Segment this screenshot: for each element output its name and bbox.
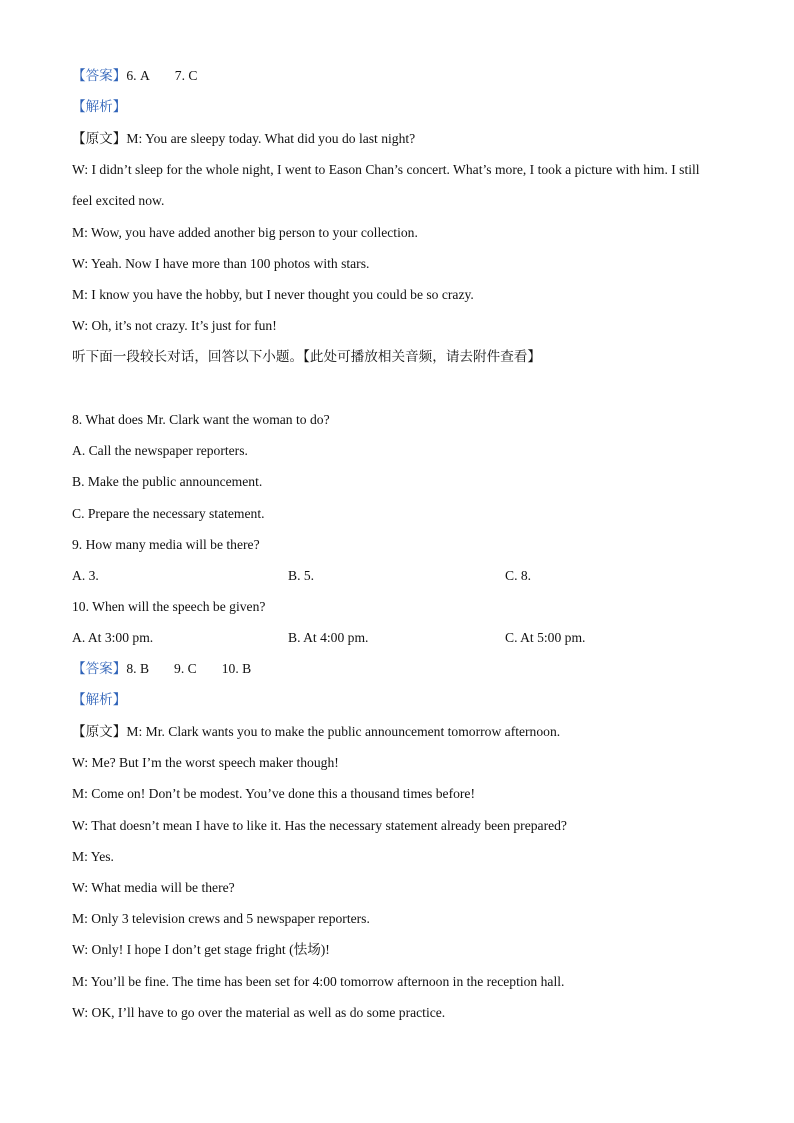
question-8-option-c: C. Prepare the necessary statement.: [72, 506, 265, 521]
transcript-line: M: I know you have the hobby, but I never thought you could be so crazy.: [72, 287, 474, 302]
answer-item: 10. B: [221, 661, 252, 676]
answer-line-2: [72, 660, 251, 678]
answer-item: 8. B: [126, 661, 150, 676]
question-9-option-a: A. 3.: [72, 568, 99, 583]
question-stem-10: 10. When will the speech be given?: [72, 599, 266, 614]
transcript-line: W: Me? But I’m the worst speech maker though!: [72, 755, 339, 770]
transcript-line: W: I didn’t sleep for the whole night, I went to Eason Chan’s concert. What’s more, I took a picture with him. I still: [72, 162, 700, 177]
transcript-first-line-1: [72, 130, 415, 148]
transcript-line: M: Wow, you have added another big person to your collection.: [72, 225, 418, 240]
question-8-option-b: B. Make the public announcement.: [72, 474, 263, 489]
transcript-line: M: You’ll be fine. The time has been set for 4:00 tomorrow afternoon in the reception hall.: [72, 974, 565, 989]
transcript-line: W: OK, I’ll have to go over the material as well as do some practice.: [72, 1005, 446, 1020]
question-9-option-c: C. 8.: [505, 568, 532, 583]
transcript-line: M: Come on! Don’t be modest. You’ve done this a thousand times before!: [72, 786, 475, 801]
question-stem-9: 9. How many media will be there?: [72, 537, 260, 552]
transcript-tag: 【原文】: [72, 724, 127, 739]
analysis-tag: 【解析】: [72, 99, 127, 114]
transcript-line: W: That doesn’t mean I have to like it. Has the necessary statement already been prepared?: [72, 818, 567, 833]
question-10-option-b: B. At 4:00 pm.: [288, 630, 369, 645]
transcript-text: M: You are sleepy today. What did you do last night?: [126, 131, 416, 146]
answer-item: 6. A: [126, 68, 150, 83]
transcript-tag: 【原文】: [72, 131, 127, 146]
analysis-tag: 【解析】: [72, 692, 127, 707]
answer-item: 7. C: [174, 68, 198, 83]
answer-line-1: [72, 67, 197, 85]
answer-tag: 【答案】: [72, 68, 127, 83]
transcript-first-line-2: [72, 723, 560, 741]
listening-instruction: 听下面一段较长对话，回答以下小题。【此处可播放相关音频，请去附件查看】: [72, 349, 541, 364]
question-stem-8: 8. What does Mr. Clark want the woman to do?: [72, 412, 330, 427]
question-9-option-b: B. 5.: [288, 568, 315, 583]
transcript-line: M: Only 3 television crews and 5 newspaper reporters.: [72, 911, 370, 926]
transcript-line: feel excited now.: [72, 193, 165, 208]
analysis-line-2: [72, 691, 126, 709]
analysis-line-1: [72, 98, 126, 116]
transcript-line: W: What media will be there?: [72, 880, 235, 895]
question-10-option-c: C. At 5:00 pm.: [505, 630, 586, 645]
answer-item: 9. C: [174, 661, 197, 676]
question-8-option-a: A. Call the newspaper reporters.: [72, 443, 248, 458]
question-10-option-a: A. At 3:00 pm.: [72, 630, 154, 645]
transcript-line: W: Yeah. Now I have more than 100 photos with stars.: [72, 256, 370, 271]
transcript-line: W: Only! I hope I don’t get stage fright (怯场)!: [72, 942, 330, 957]
transcript-text: M: Mr. Clark wants you to make the public announcement tomorrow afternoon.: [126, 724, 561, 739]
transcript-line: W: Oh, it’s not crazy. It’s just for fun!: [72, 318, 277, 333]
answer-tag: 【答案】: [72, 661, 127, 676]
transcript-line: M: Yes.: [72, 849, 114, 864]
